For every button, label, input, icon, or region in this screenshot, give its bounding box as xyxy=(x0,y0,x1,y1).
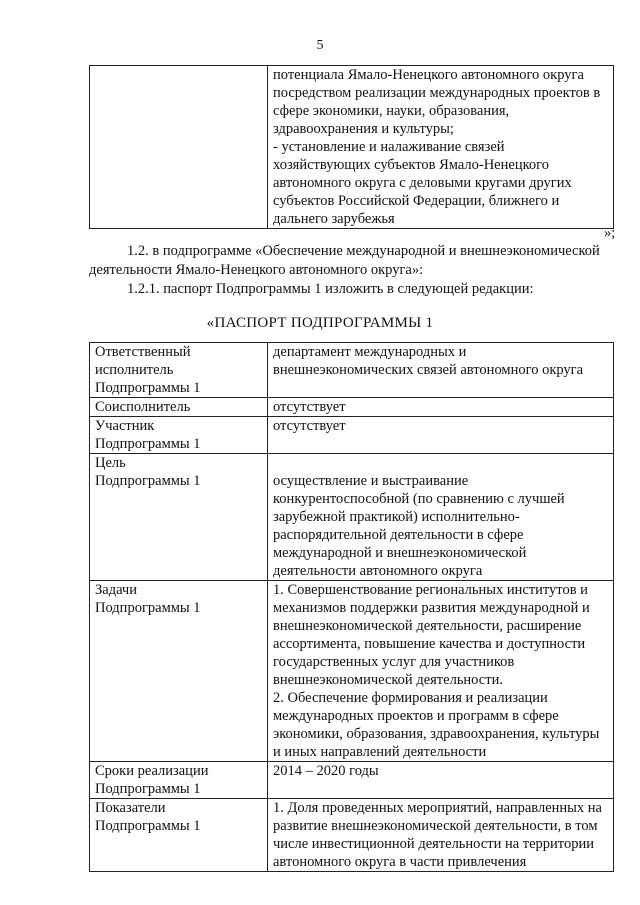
row-label xyxy=(90,343,268,398)
value-line: ассортимента, повышение качества и доступности xyxy=(273,636,586,652)
table-row xyxy=(90,762,614,799)
label-line: Сроки реализации xyxy=(95,763,209,779)
closing-mark: »; xyxy=(604,225,616,241)
label-line: Подпрограммы 1 xyxy=(95,473,201,489)
text-line: сфере экономики, науки, образования, xyxy=(273,103,510,119)
row-value xyxy=(268,398,614,417)
label-line: Соисполнитель xyxy=(95,399,191,415)
value-line: департамент международных и xyxy=(273,344,467,360)
row-value xyxy=(268,454,614,581)
paragraph-1-line-1: 1.2. в подпрограмме «Обеспечение международной и внешнеэкономической xyxy=(127,243,600,259)
table-cell-value xyxy=(268,66,614,229)
value-line: отсутствует xyxy=(273,418,346,434)
label-line: Участник xyxy=(95,418,155,434)
value-line: 2014 – 2020 годы xyxy=(273,763,379,779)
value-line: конкурентоспособной (по сравнению с лучшей xyxy=(273,491,565,507)
table-row xyxy=(90,581,614,762)
row-label xyxy=(90,799,268,872)
value-line: зарубежной практикой) исполнительно- xyxy=(273,509,520,525)
text-line: хозяйствующих субъектов Ямало-Ненецкого xyxy=(273,157,549,173)
value-line: экономики, образования, здравоохранения, культуры xyxy=(273,726,600,742)
table-row xyxy=(90,454,614,581)
label-line: исполнитель xyxy=(95,362,174,378)
table-cell-empty xyxy=(90,66,268,229)
paragraph-2: 1.2.1. паспорт Подпрограммы 1 изложить в следующей редакции: xyxy=(127,281,534,297)
value-line: отсутствует xyxy=(273,399,346,415)
text-line: - установление и налаживание связей xyxy=(273,139,505,155)
label-line: Ответственный xyxy=(95,344,191,360)
label-line: Подпрограммы 1 xyxy=(95,600,201,616)
label-line: Подпрограммы 1 xyxy=(95,781,201,797)
row-value xyxy=(268,581,614,762)
paragraph-1-line-2: деятельности Ямало-Ненецкого автономного округа»: xyxy=(89,262,424,278)
text-line: потенциала Ямало-Ненецкого автономного округа xyxy=(273,67,584,83)
row-value xyxy=(268,417,614,454)
value-line: внешнеэкономической деятельности. xyxy=(273,672,503,688)
value-line: внешнеэкономической деятельности, расширение xyxy=(273,618,582,634)
label-line: Подпрограммы 1 xyxy=(95,436,201,452)
row-label xyxy=(90,762,268,799)
table-row xyxy=(90,417,614,454)
value-line: осуществление и выстраивание xyxy=(273,473,469,489)
table-row xyxy=(90,66,614,229)
text-line: посредством реализации международных проектов в xyxy=(273,85,601,101)
passport-title: «ПАСПОРТ ПОДПРОГРАММЫ 1 xyxy=(206,315,434,331)
table-row xyxy=(90,398,614,417)
text-line: субъектов Российской Федерации, ближнего и xyxy=(273,193,560,209)
value-line: 1. Совершенствование региональных институтов и xyxy=(273,582,588,598)
value-line: внешнеэкономических связей автономного округа xyxy=(273,362,584,378)
value-line: автономного округа в части привлечения xyxy=(273,854,527,870)
cell-text xyxy=(273,66,609,228)
value-line: 2. Обеспечение формирования и реализации xyxy=(273,690,548,706)
row-value xyxy=(268,762,614,799)
label-line: Показатели xyxy=(95,800,166,816)
label-line: Подпрограммы 1 xyxy=(95,818,201,834)
row-label xyxy=(90,581,268,762)
value-line: международных проектов и программ в сфере xyxy=(273,708,559,724)
text-line: автономного округа с деловыми кругами других xyxy=(273,175,572,191)
value-line: международной и внешнеэкономической xyxy=(273,545,527,561)
label-line: Подпрограммы 1 xyxy=(95,380,201,396)
value-line: механизмов поддержки развития международной и xyxy=(273,600,590,616)
passport-table xyxy=(89,342,614,872)
value-line: числе инвестиционной деятельности на территории xyxy=(273,836,594,852)
table-row xyxy=(90,343,614,398)
label-line: Цель xyxy=(95,455,126,471)
row-value xyxy=(268,799,614,872)
value-line: и иных направлений деятельности xyxy=(273,744,487,760)
value-line: распорядительной деятельности в сфере xyxy=(273,527,524,543)
row-value xyxy=(268,343,614,398)
value-line: деятельности автономного округа xyxy=(273,563,483,579)
value-line: государственных услуг для участников xyxy=(273,654,515,670)
label-line: Задачи xyxy=(95,582,137,598)
value-line: 1. Доля проведенных мероприятий, направленных на xyxy=(273,800,602,816)
continuation-table xyxy=(89,65,614,229)
row-label xyxy=(90,417,268,454)
text-line: здравоохранения и культуры; xyxy=(273,121,454,137)
row-label xyxy=(90,454,268,581)
passport-table-body xyxy=(90,343,614,872)
row-label xyxy=(90,398,268,417)
page-number: 5 xyxy=(316,38,324,53)
value-line: развитие внешнеэкономической деятельности, в том xyxy=(273,818,598,834)
value-line xyxy=(273,454,609,472)
text-line: дальнего зарубежья xyxy=(273,211,395,227)
table-row xyxy=(90,799,614,872)
